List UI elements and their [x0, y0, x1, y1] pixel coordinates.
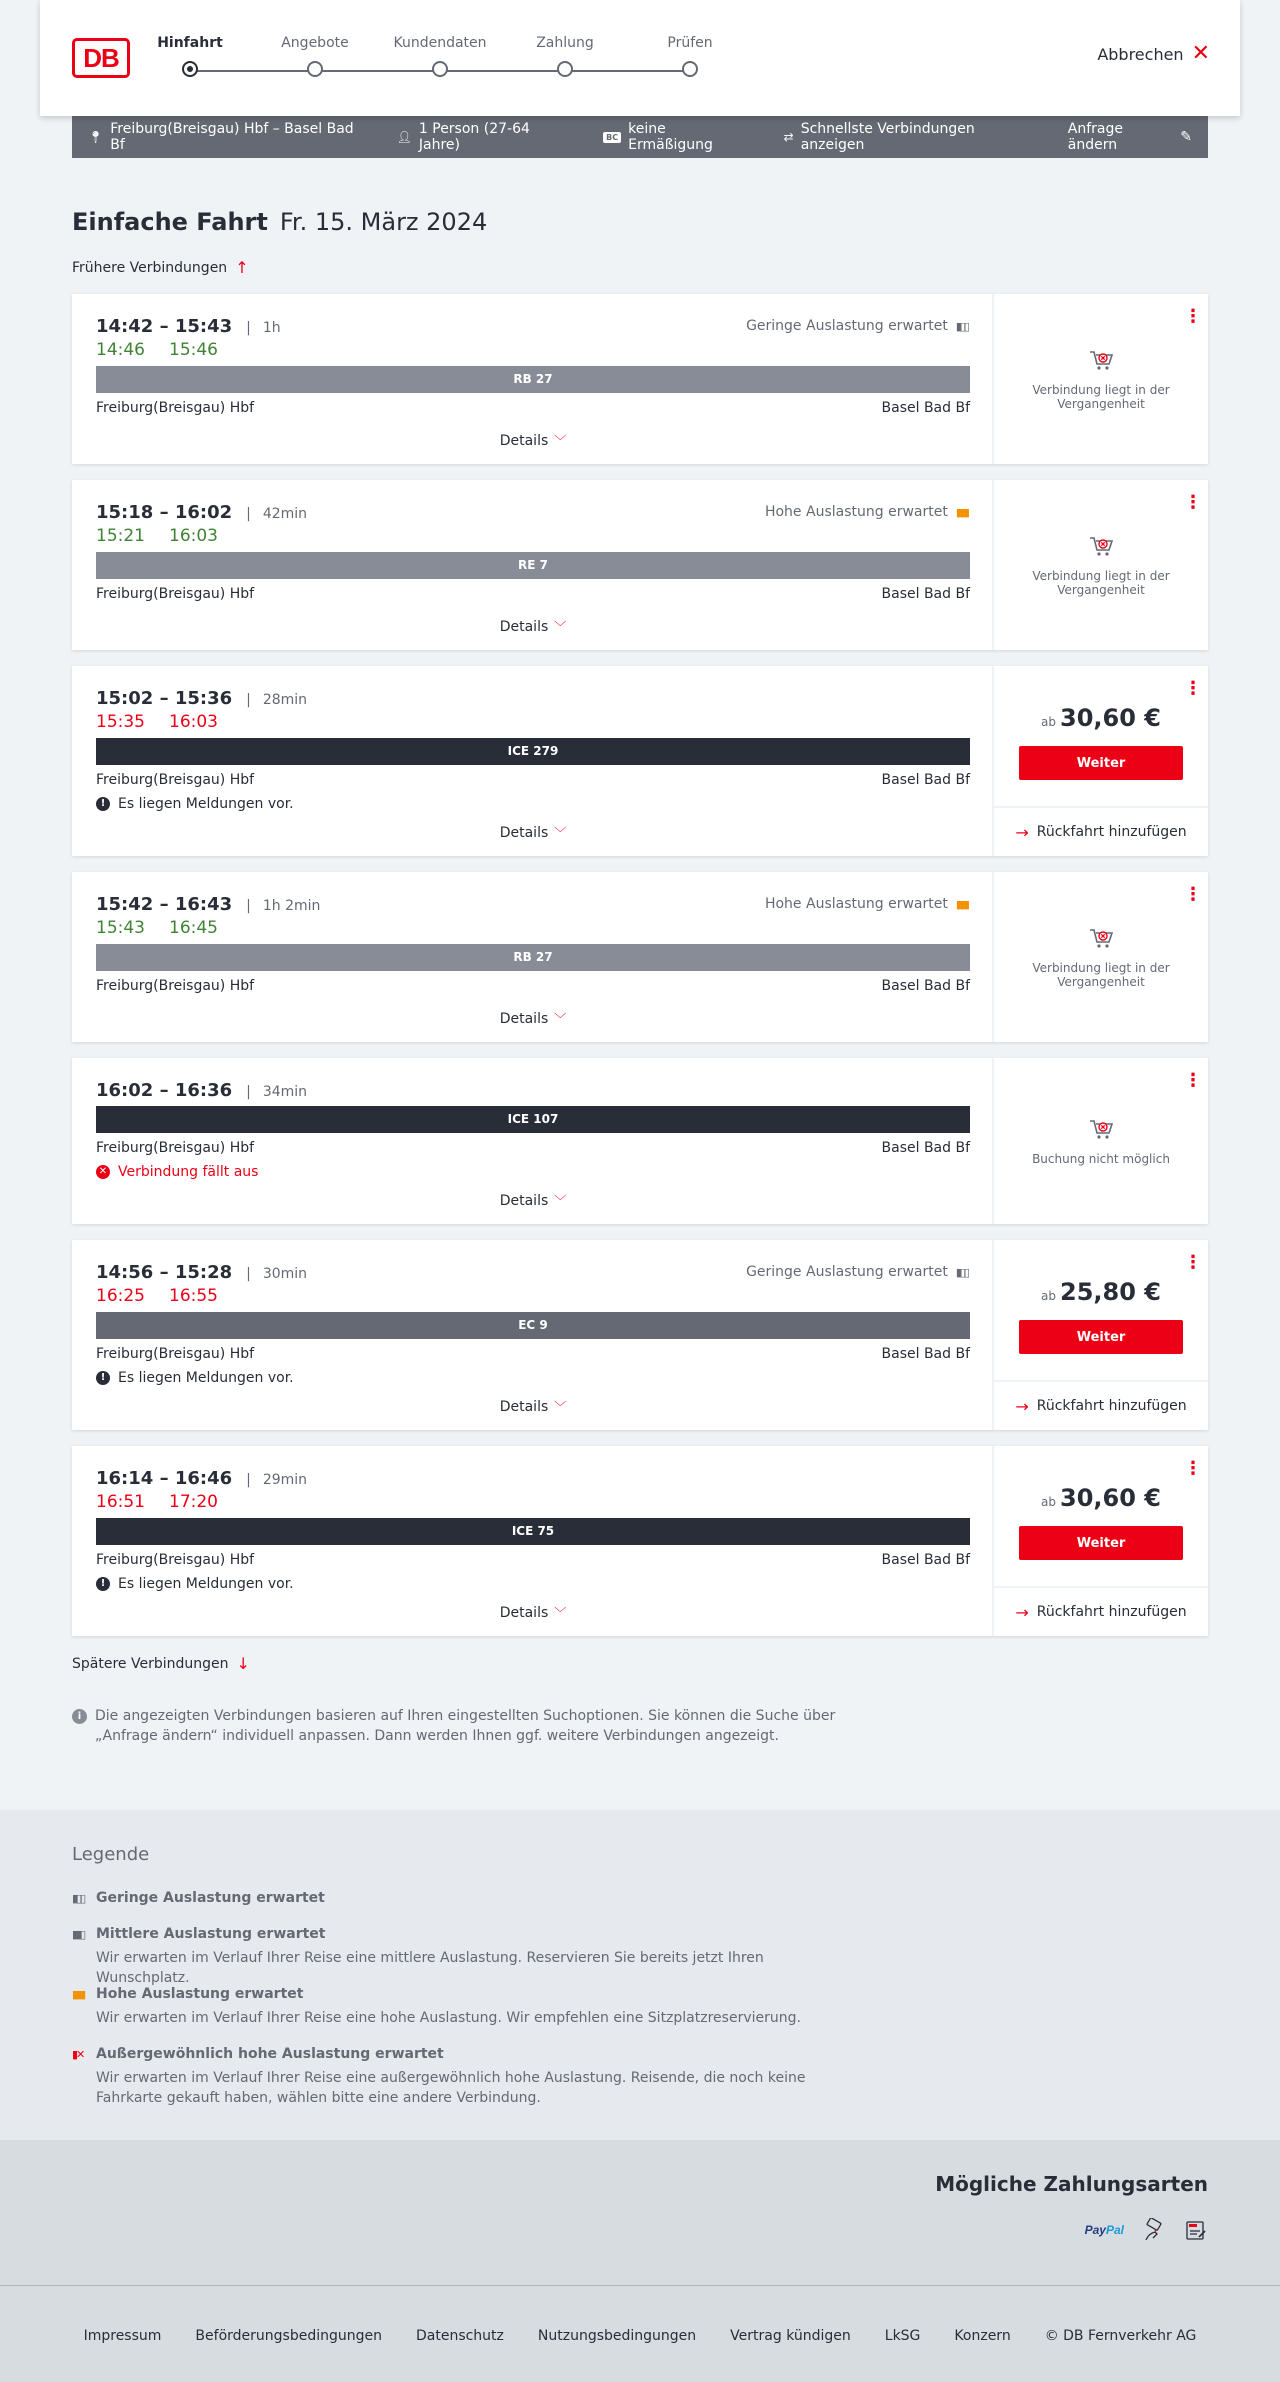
connection-main [72, 666, 994, 856]
stations [96, 978, 970, 994]
alert-icon: ! [96, 1577, 110, 1591]
low-occupancy-icon: ▮▯▯ [955, 319, 968, 333]
destination-station: Basel Bad Bf [881, 586, 970, 602]
more-options-icon[interactable]: ⋮ [1184, 884, 1202, 905]
connection-card [72, 666, 1208, 856]
details-label: Details [499, 1399, 549, 1415]
summary-option [784, 121, 1034, 153]
note-text: Es liegen Meldungen vor. [118, 796, 294, 812]
connection-times [96, 1262, 307, 1283]
separator: | [246, 692, 251, 708]
footer-links [0, 2328, 1280, 2344]
stations [96, 1346, 970, 1362]
booking-panel [994, 872, 1208, 1042]
realtime-arr: 16:03 [169, 712, 218, 732]
chevron-down-icon: ﹀ [554, 1606, 567, 1620]
separator: | [246, 320, 251, 336]
search-info-note [72, 1706, 852, 1746]
price-prefix: ab [1041, 1495, 1056, 1509]
earlier-connections-link[interactable] [72, 258, 249, 277]
add-return-trip-link[interactable] [994, 806, 1208, 856]
separator: | [246, 1084, 251, 1100]
connection-main [72, 294, 994, 464]
footer-link-befoerderungsbedingungen[interactable]: Beförderungsbedingungen [195, 2328, 382, 2344]
connection-card [72, 1058, 1208, 1224]
stations [96, 400, 970, 416]
footer [0, 2285, 1280, 2382]
price [994, 704, 1208, 732]
planned-times: 15:02 – 15:36 [96, 688, 233, 709]
realtime-arr: 15:46 [169, 340, 218, 360]
price [994, 1484, 1208, 1512]
continue-button[interactable]: Weiter [1019, 1320, 1183, 1354]
connection-card [72, 480, 1208, 650]
train-bar[interactable]: ICE 279 [96, 738, 970, 765]
arrow-right-icon: → [1015, 1602, 1029, 1622]
realtime-dep: 14:46 [96, 340, 145, 360]
message-note[interactable] [96, 1576, 294, 1592]
details-label: Details [499, 433, 549, 449]
travellers-text: 1 Person (27-64 Jahre) [418, 121, 530, 153]
realtime-times [96, 712, 218, 732]
more-options-icon[interactable]: ⋮ [1184, 306, 1202, 327]
price-value: 25,80 € [1060, 1278, 1161, 1306]
continue-button[interactable]: Weiter [1019, 1526, 1183, 1560]
origin-station: Freiburg(Breisgau) Hbf [96, 1140, 255, 1156]
details-label: Details [499, 1193, 549, 1209]
load-indicator [765, 504, 968, 520]
realtime-arr: 16:55 [169, 1286, 218, 1306]
unavailable-text: Verbindung liegt in der Vergangenheit [1032, 961, 1170, 989]
step-label: Kundendaten [393, 35, 487, 51]
connection-main [72, 1240, 994, 1430]
paypal-text-b: Pal [1105, 2223, 1124, 2237]
realtime-times [96, 340, 218, 360]
arrow-down-icon: ↓ [236, 1654, 250, 1673]
paypal-text-a: Pay [1084, 2223, 1106, 2237]
header [40, 0, 1240, 116]
connection-card [72, 294, 1208, 464]
price-value: 30,60 € [1060, 1484, 1161, 1512]
option-text: Schnellste Verbindungen anzeigen [800, 121, 975, 153]
footer-link-vertrag-kuendigen[interactable]: Vertrag kündigen [730, 2328, 851, 2344]
change-request-label: Anfrage ändern [1067, 121, 1124, 153]
high-occupancy-icon: ▮▮▮ [72, 1987, 85, 2001]
footer-link-lksg[interactable]: LkSG [884, 2328, 921, 2344]
load-indicator [746, 1264, 968, 1280]
step-kundendaten[interactable] [375, 32, 505, 77]
footer-copyright: © DB Fernverkehr AG [1044, 2328, 1197, 2344]
step-dot [432, 61, 448, 77]
note-text: Es liegen Meldungen vor. [118, 1576, 294, 1592]
train-bar[interactable]: RB 27 [96, 366, 970, 393]
connection-card [72, 1446, 1208, 1636]
cancel-button[interactable] [1097, 41, 1210, 66]
footer-link-nutzungsbedingungen[interactable]: Nutzungsbedingungen [537, 2328, 697, 2344]
step-dot [557, 61, 573, 77]
swap-arrows-icon: ⇄ [783, 130, 794, 144]
chevron-down-icon: ﹀ [554, 1400, 567, 1414]
paypal-icon [1085, 2223, 1124, 2237]
footer-link-impressum[interactable]: Impressum [83, 2328, 162, 2344]
trip-type: Einfache Fahrt [72, 208, 268, 236]
separator: | [246, 506, 251, 522]
train-bar[interactable]: RB 27 [96, 944, 970, 971]
connection-times [96, 1468, 307, 1489]
legend-head: Hohe Auslastung erwartet [96, 1986, 304, 2002]
price-prefix: ab [1041, 715, 1056, 729]
chevron-down-icon: ﹀ [554, 620, 567, 634]
details-toggle[interactable] [72, 432, 994, 449]
planned-times: 14:56 – 15:28 [96, 1262, 233, 1283]
unavailable-box [994, 480, 1208, 650]
booking-panel [994, 1058, 1208, 1224]
change-request-button[interactable] [1068, 121, 1192, 153]
booking-panel [994, 1446, 1208, 1636]
origin-station: Freiburg(Breisgau) Hbf [96, 586, 255, 602]
low-occupancy-icon: ▮▯▯ [72, 1891, 85, 1905]
pencil-icon: ✎ [1180, 129, 1192, 145]
realtime-times [96, 526, 218, 546]
cancellation-note [96, 1164, 258, 1180]
cart-unavailable-icon [1088, 925, 1114, 951]
return-label: Rückfahrt hinzufügen [1036, 824, 1187, 840]
close-icon: ✕ [1191, 41, 1210, 66]
alert-icon: ! [96, 797, 110, 811]
legend-desc: Wir erwarten im Verlauf Ihrer Reise eine mittlere Auslastung. Reservieren Sie bereits jetzt Ihren Wunschplatz. [96, 1950, 764, 1986]
legend-head: Mittlere Auslastung erwartet [96, 1926, 326, 1942]
load-text: Hohe Auslastung erwartet [764, 896, 948, 912]
person-icon: 👤︎ [396, 130, 412, 144]
info-text: Die angezeigten Verbindungen basieren auf Ihren eingestellten Suchoptionen. Sie können die Suche über „Anfrage ändern“ individuell anpassen. Dann werden Ihnen ggf. weitere Verbindungen angezeigt. [95, 1708, 836, 1744]
payment-section [0, 2140, 1280, 2285]
chevron-down-icon: ﹀ [554, 1012, 567, 1026]
return-label: Rückfahrt hinzufügen [1036, 1604, 1187, 1620]
bahncard-icon: BC [603, 132, 621, 143]
add-return-trip-link[interactable] [994, 1586, 1208, 1636]
duration: 42min [262, 506, 308, 522]
chevron-down-icon: ﹀ [554, 434, 567, 448]
continue-button[interactable]: Weiter [1019, 746, 1183, 780]
alert-icon: ! [96, 1371, 110, 1385]
load-text: Hohe Auslastung erwartet [764, 504, 948, 520]
search-summary-bar [72, 116, 1208, 158]
legend-item-extraordinary [72, 2046, 832, 2108]
train-bar[interactable]: ICE 107 [96, 1106, 970, 1133]
stations [96, 1140, 970, 1156]
realtime-times [96, 918, 218, 938]
note-text: Es liegen Meldungen vor. [118, 1370, 294, 1386]
connection-main [72, 480, 994, 650]
earlier-label: Frühere Verbindungen [72, 259, 228, 276]
db-logo[interactable]: DB [72, 38, 130, 78]
load-text: Geringe Auslastung erwartet [746, 318, 948, 334]
cart-unavailable-icon [1088, 1116, 1114, 1142]
more-options-icon[interactable]: ⋮ [1184, 678, 1202, 699]
details-toggle[interactable] [72, 1010, 994, 1027]
step-angebote[interactable] [250, 32, 380, 77]
details-label: Details [499, 1011, 549, 1027]
extraordinary-occupancy-icon: ▮✕ [72, 2047, 84, 2061]
add-return-trip-link[interactable] [994, 1380, 1208, 1430]
unavailable-text: Verbindung liegt in der Vergangenheit [1032, 569, 1170, 597]
origin-station: Freiburg(Breisgau) Hbf [96, 1552, 255, 1568]
details-label: Details [499, 619, 549, 635]
details-toggle[interactable] [72, 618, 994, 635]
arrow-right-icon: → [1015, 1396, 1029, 1416]
discount-text: keine Ermäßigung [628, 121, 713, 153]
planned-times: 14:42 – 15:43 [96, 316, 233, 337]
price [994, 1278, 1208, 1306]
destination-station: Basel Bad Bf [881, 978, 970, 994]
planned-times: 16:14 – 16:46 [96, 1468, 233, 1489]
booking-panel [994, 1240, 1208, 1430]
unavailable-text: Buchung nicht möglich [1032, 1152, 1170, 1166]
details-toggle[interactable] [72, 1398, 994, 1415]
realtime-arr: 16:03 [169, 526, 218, 546]
duration: 1h 2min [262, 898, 321, 914]
connection-times [96, 316, 281, 337]
chevron-down-icon: ﹀ [554, 826, 567, 840]
payment-title: Mögliche Zahlungsarten [935, 2172, 1208, 2196]
step-label: Hinfahrt [157, 35, 223, 51]
realtime-arr: 17:20 [169, 1492, 218, 1512]
details-toggle[interactable] [72, 1604, 994, 1621]
connection-main [72, 1446, 994, 1636]
step-zahlung[interactable] [500, 32, 630, 77]
duration: 29min [262, 1472, 308, 1488]
separator: | [246, 898, 251, 914]
connection-times [96, 1080, 307, 1101]
price-prefix: ab [1041, 1289, 1056, 1303]
page-title [72, 208, 487, 236]
load-indicator [746, 318, 968, 334]
sepa-debit-icon [1184, 2218, 1208, 2242]
connection-card [72, 872, 1208, 1042]
arrow-right-icon: → [1015, 822, 1029, 842]
high-occupancy-icon: ▮▮▮ [955, 505, 968, 519]
realtime-dep: 16:51 [96, 1492, 145, 1512]
planned-times: 15:18 – 16:02 [96, 502, 233, 523]
stations [96, 586, 970, 602]
legend-title: Legende [72, 1844, 150, 1865]
summary-discount [603, 121, 749, 153]
duration: 1h [262, 320, 281, 336]
destination-station: Basel Bad Bf [881, 772, 970, 788]
connection-times [96, 894, 320, 915]
chevron-down-icon: ﹀ [554, 1194, 567, 1208]
connection-times [96, 502, 307, 523]
legend-item-mid [72, 1926, 832, 1988]
price-box [994, 704, 1208, 780]
destination-station: Basel Bad Bf [881, 400, 970, 416]
cancel-circle-icon: ✕ [96, 1165, 110, 1179]
step-pruefen[interactable] [625, 32, 755, 77]
footer-link-datenschutz[interactable]: Datenschutz [415, 2328, 504, 2344]
credit-card-icon [1142, 2218, 1166, 2242]
origin-station: Freiburg(Breisgau) Hbf [96, 772, 255, 788]
progress-steps [157, 32, 780, 92]
legend-head: Geringe Auslastung erwartet [96, 1890, 325, 1906]
unavailable-box [994, 294, 1208, 464]
route-text: Freiburg(Breisgau) Hbf – Basel Bad Bf [110, 121, 354, 153]
price-box [994, 1278, 1208, 1354]
load-text: Geringe Auslastung erwartet [746, 1264, 948, 1280]
more-options-icon[interactable]: ⋮ [1184, 1070, 1202, 1091]
train-bar[interactable]: EC 9 [96, 1312, 970, 1339]
step-dot [682, 61, 698, 77]
more-options-icon[interactable]: ⋮ [1184, 1252, 1202, 1273]
realtime-times [96, 1492, 218, 1512]
cart-unavailable-icon [1088, 347, 1114, 373]
separator: | [246, 1472, 251, 1488]
more-options-icon[interactable]: ⋮ [1184, 492, 1202, 513]
cancel-label: Abbrechen [1097, 44, 1184, 64]
train-bar[interactable]: ICE 75 [96, 1518, 970, 1545]
duration: 30min [262, 1266, 308, 1282]
payment-icons [1085, 2218, 1208, 2242]
details-label: Details [499, 825, 549, 841]
load-indicator [765, 896, 968, 912]
train-bar[interactable]: RE 7 [96, 552, 970, 579]
high-occupancy-icon: ▮▮▮ [955, 897, 968, 911]
legend-desc: Wir erwarten im Verlauf Ihrer Reise eine außergewöhnlich hohe Auslastung. Reisende, die noch keine Fahrkarte gekauft haben, wählen bitte eine andere Verbindung. [96, 2070, 806, 2106]
details-toggle[interactable] [72, 824, 994, 841]
unavailable-box [994, 872, 1208, 1042]
footer-link-konzern[interactable]: Konzern [954, 2328, 1011, 2344]
note-text: Verbindung fällt aus [118, 1164, 259, 1180]
location-pin-icon: 📍︎ [88, 130, 104, 144]
connection-card [72, 1240, 1208, 1430]
legend-head: Außergewöhnlich hohe Auslastung erwartet [96, 2046, 444, 2062]
unavailable-text: Verbindung liegt in der Vergangenheit [1032, 383, 1170, 411]
step-dot [182, 61, 198, 77]
legend-item-high [72, 1986, 832, 2028]
separator: | [246, 1266, 251, 1282]
summary-travellers [397, 121, 570, 153]
connection-times [96, 688, 307, 709]
stations [96, 1552, 970, 1568]
step-label: Angebote [281, 35, 349, 51]
price-value: 30,60 € [1060, 704, 1161, 732]
connection-main [72, 872, 994, 1042]
step-hinfahrt[interactable] [125, 32, 255, 77]
message-note[interactable] [96, 1370, 294, 1386]
stations [96, 772, 970, 788]
origin-station: Freiburg(Breisgau) Hbf [96, 1346, 255, 1362]
trip-date: Fr. 15. März 2024 [279, 208, 488, 236]
booking-panel [994, 666, 1208, 856]
arrow-up-icon: ↑ [235, 258, 249, 277]
details-toggle[interactable] [72, 1192, 994, 1209]
realtime-arr: 16:45 [169, 918, 218, 938]
cart-unavailable-icon [1088, 533, 1114, 559]
planned-times: 15:42 – 16:43 [96, 894, 233, 915]
planned-times: 16:02 – 16:36 [96, 1080, 233, 1101]
medium-occupancy-icon: ▮▮▯ [72, 1927, 85, 1941]
legend-desc: Wir erwarten im Verlauf Ihrer Reise eine hohe Auslastung. Wir empfehlen eine Sitzplatzreservierung. [96, 2010, 801, 2026]
message-note[interactable] [96, 796, 294, 812]
duration: 28min [262, 692, 308, 708]
realtime-dep: 16:25 [96, 1286, 145, 1306]
low-occupancy-icon: ▮▯▯ [955, 1265, 968, 1279]
realtime-dep: 15:21 [96, 526, 145, 546]
more-options-icon[interactable]: ⋮ [1184, 1458, 1202, 1479]
price-box [994, 1484, 1208, 1560]
legend-section [0, 1810, 1280, 2140]
later-connections-link[interactable] [72, 1654, 250, 1673]
destination-station: Basel Bad Bf [881, 1552, 970, 1568]
info-icon: i [72, 1709, 87, 1724]
summary-route [88, 121, 363, 153]
details-label: Details [499, 1605, 549, 1621]
booking-panel [994, 480, 1208, 650]
duration: 34min [262, 1084, 308, 1100]
connection-main [72, 1058, 994, 1224]
destination-station: Basel Bad Bf [881, 1140, 970, 1156]
return-label: Rückfahrt hinzufügen [1036, 1398, 1187, 1414]
step-label: Zahlung [536, 35, 594, 51]
later-label: Spätere Verbindungen [72, 1655, 229, 1672]
realtime-dep: 15:35 [96, 712, 145, 732]
realtime-dep: 15:43 [96, 918, 145, 938]
origin-station: Freiburg(Breisgau) Hbf [96, 400, 255, 416]
booking-panel [994, 294, 1208, 464]
unavailable-box [994, 1058, 1208, 1224]
legend-item-low [72, 1890, 832, 1906]
destination-station: Basel Bad Bf [881, 1346, 970, 1362]
step-dot [307, 61, 323, 77]
realtime-times [96, 1286, 218, 1306]
step-label: Prüfen [667, 35, 713, 51]
origin-station: Freiburg(Breisgau) Hbf [96, 978, 255, 994]
